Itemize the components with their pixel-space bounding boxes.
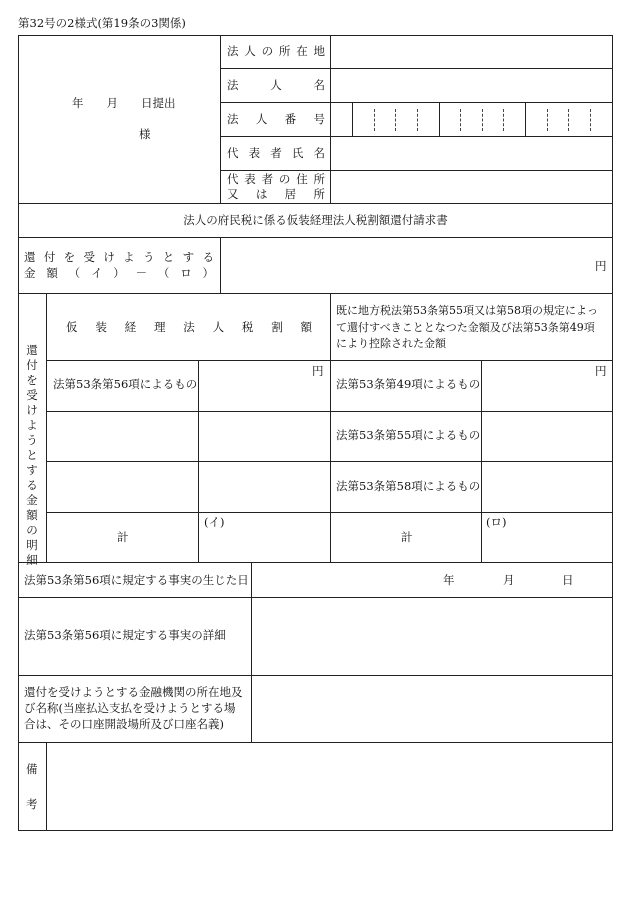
bank-label-line3: 合は、その口座開設場所及び口座名義) bbox=[24, 717, 224, 731]
representative-name-label: 代 表 者 氏 名 bbox=[227, 146, 325, 160]
fact-date-year: 年 bbox=[443, 573, 455, 587]
corp-address-field[interactable] bbox=[330, 69, 612, 102]
right-row2-label: 法第53条第55項によるもの bbox=[336, 428, 481, 442]
bank-label-line1: 還付を受けようとする金融機関の所在地及 bbox=[24, 685, 243, 699]
refund-amount-field[interactable] bbox=[221, 238, 612, 293]
right-unit: 円 bbox=[595, 364, 607, 378]
left-total-label: 計 bbox=[117, 530, 129, 544]
corp-address-label: 法 人 の 所 在 地 bbox=[227, 44, 325, 58]
remarks-field[interactable] bbox=[47, 743, 612, 830]
left-row1-amount-field[interactable] bbox=[199, 361, 330, 411]
mark-ro: (ロ) bbox=[486, 515, 507, 529]
representative-name-field[interactable] bbox=[331, 137, 612, 170]
representative-address-field[interactable] bbox=[331, 171, 612, 203]
remarks-label-char2: 考 bbox=[26, 797, 38, 811]
right-total-amount-field[interactable] bbox=[482, 513, 612, 562]
right-row1-amount-field[interactable] bbox=[482, 361, 612, 411]
addressee-suffix: 様 bbox=[139, 127, 151, 141]
right-header-line2: て還付すべきこととなつた金額及び法第53条第49項 bbox=[336, 321, 595, 334]
mark-i: (イ) bbox=[204, 515, 225, 529]
submission-date-label: 年 月 日提出 bbox=[72, 96, 176, 110]
form-title: 法人の府民税に係る仮装経理法人税割額還付請求書 bbox=[183, 213, 448, 227]
refund-amount-unit: 円 bbox=[595, 259, 607, 273]
detail-side-label: 還 付 を 受 け よ う と す る 金 額 の 明 細 bbox=[26, 343, 38, 567]
bank-label-line2: び名称(当座払込支払を受けようとする場 bbox=[24, 701, 236, 715]
right-row3-amount-field[interactable] bbox=[482, 462, 612, 512]
fact-date-label: 法第53条第56項に規定する事実の生じた日 bbox=[24, 573, 249, 587]
corp-address-input[interactable] bbox=[330, 36, 612, 68]
right-row1-label: 法第53条第49項によるもの bbox=[336, 377, 481, 391]
corp-name-label: 法 人 名 bbox=[227, 78, 325, 92]
right-header-line1: 既に地方税法第53条第55項又は第58項の規定によっ bbox=[336, 304, 598, 317]
fact-detail-field[interactable] bbox=[252, 598, 612, 675]
refund-amount-label-line1: 還 付 を 受 け よ う と す る bbox=[24, 250, 214, 264]
fact-date-field[interactable] bbox=[252, 563, 612, 597]
representative-address-label-line2: 又 は 居 所 bbox=[227, 187, 325, 201]
left-header-label: 仮 装 経 理 法 人 税 割 額 bbox=[66, 320, 312, 334]
fact-detail-label: 法第53条第56項に規定する事実の詳細 bbox=[24, 628, 226, 642]
corp-number-label: 法 人 番 号 bbox=[227, 112, 325, 126]
right-row2-amount-field[interactable] bbox=[482, 412, 612, 461]
representative-address-label-line1: 代 表 者 の 住 所 bbox=[227, 172, 325, 186]
left-unit: 円 bbox=[312, 364, 324, 378]
right-header-line3: により控除された金額 bbox=[336, 337, 446, 350]
right-total-label: 計 bbox=[401, 530, 413, 544]
remarks-label-char1: 備 bbox=[26, 762, 38, 776]
fact-date-month: 月 bbox=[503, 573, 515, 587]
left-total-amount-field[interactable] bbox=[199, 513, 330, 562]
corp-number-field[interactable] bbox=[353, 103, 612, 136]
refund-amount-label-line2: 金 額 （ イ ） － （ ロ ） bbox=[24, 266, 214, 280]
form-number: 第32号の2様式(第19条の3関係) bbox=[18, 16, 186, 30]
left-row1-label: 法第53条第56項によるもの bbox=[53, 377, 198, 391]
bank-field[interactable] bbox=[252, 676, 612, 742]
fact-date-day: 日 bbox=[562, 573, 574, 587]
right-row3-label: 法第53条第58項によるもの bbox=[336, 479, 481, 493]
